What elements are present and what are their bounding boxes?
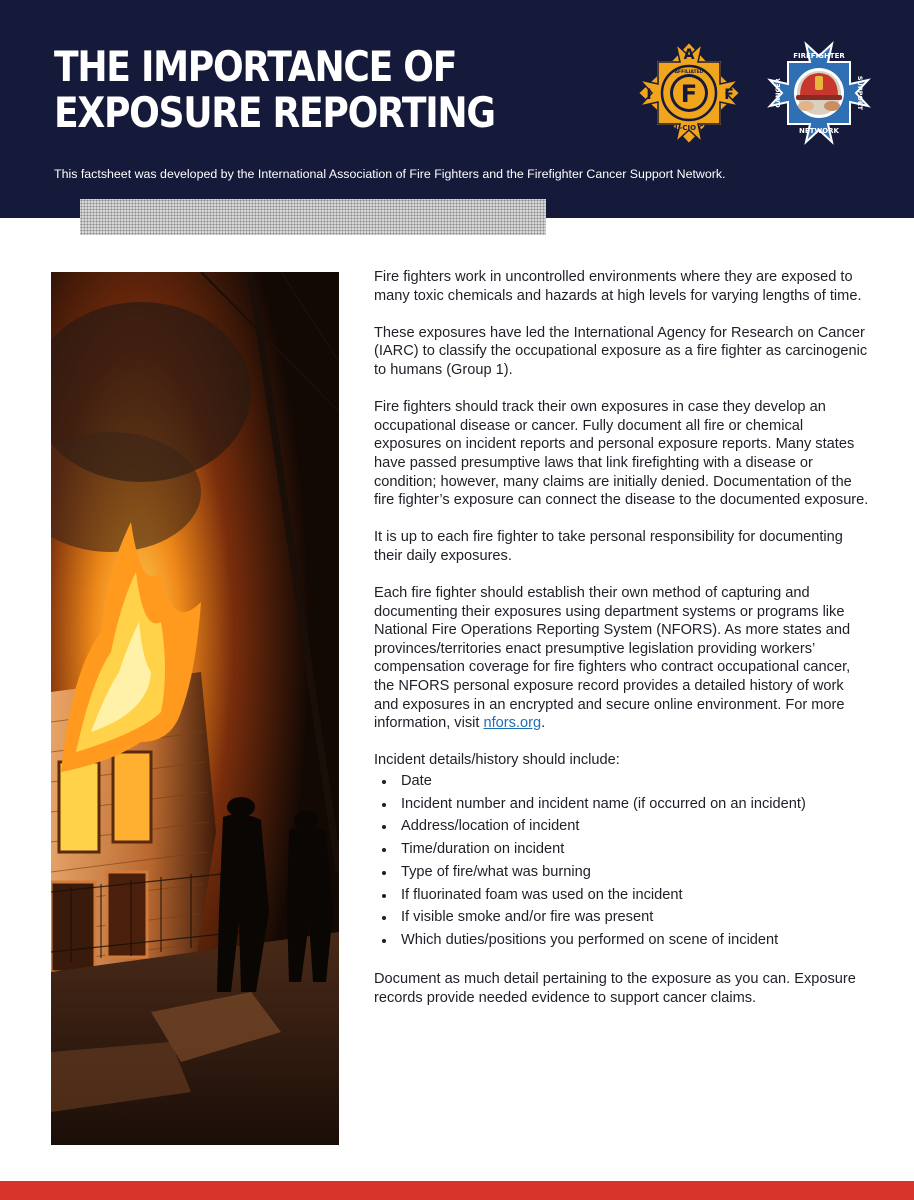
nfors-text: Each fire fighter should establish their own method of capturing and documenting their exposures using department systems or programs like National Fire Operations Reporting System (NFORS). As more states and provinces/territories enact presumptive legislation providing workers’ compensation coverage for fire fighters who contract occupational cancer, the NFORS personal exposure record provides a detailed history of work and exposures in an encrypted and secure online environment. For more information, visit: [374, 585, 851, 732]
title-line-1: THE IMPORTANCE OF: [54, 42, 457, 91]
list-item: Type of fire/what was burning: [374, 861, 870, 884]
fcsn-ring-bottom: NETWORK: [799, 127, 839, 135]
iaff-left-letter: I: [646, 87, 652, 103]
list-heading: Incident details/history should include:: [374, 752, 620, 769]
iaff-logo: [636, 40, 742, 146]
header-banner: [0, 0, 914, 218]
iaff-top-letter: A: [683, 47, 695, 63]
paragraph-nfors: [374, 584, 870, 733]
paragraph-closing: Document as much detail pertaining to the exposure as you can. Exposure records provide needed evidence to support cancer claims.: [374, 971, 856, 1006]
iaff-right-letter: F: [724, 87, 734, 103]
paragraph-iarc: These exposures have led the International Agency for Research on Cancer (IARC) to classify the occupational exposure as a fire fighter as carcinogenic to humans (Group 1).: [374, 324, 868, 378]
list-item: Incident number and incident name (if occurred on an incident): [374, 793, 870, 816]
page-subtitle: This factsheet was developed by the International Association of Fire Fighters and the Firefighter Cancer Support Network.: [54, 167, 726, 181]
list-item: Time/duration on incident: [374, 838, 870, 861]
title-line-2: EXPOSURE REPORTING: [54, 88, 495, 137]
paragraph-tracking: Fire fighters should track their own exposures in case they develop an occupational disease or cancer. Fully document all fire or chemical exposures on incident reports and personal exposure reports. Many states have passed presumptive laws that link firefighting with a disease or condition; however, many claims are initially denied. Documentation of the fire fighter’s exposure can connect the disease to the documented exposure.: [374, 399, 869, 509]
footer-bar: [0, 1181, 914, 1200]
incident-details-list: [374, 770, 870, 952]
fcsn-ring-left: CANCER: [774, 78, 782, 108]
fcsn-logo: [766, 40, 872, 146]
paragraph-intro: Fire fighters work in uncontrolled environments where they are exposed to many toxic chemicals and hazards at high levels for varying lengths of time.: [374, 269, 862, 304]
list-item: Address/location of incident: [374, 815, 870, 838]
halftone-strip: [80, 199, 546, 235]
fire-scene-photo: [51, 272, 339, 1145]
list-item: If fluorinated foam was used on the incident: [374, 884, 870, 907]
fcsn-ring-right: SUPPORT: [856, 75, 864, 111]
nfors-period: .: [541, 715, 546, 732]
list-item: If visible smoke and/or fire was present: [374, 906, 870, 929]
iaff-center-letter: F: [680, 80, 698, 108]
list-item: Which duties/positions you performed on scene of incident: [374, 929, 870, 952]
fcsn-maltese-cross-icon: [766, 40, 872, 146]
iaff-ring-top: AFFILIATED: [674, 70, 704, 75]
paragraph-responsibility: It is up to each fire fighter to take personal responsibility for documenting their daily exposures.: [374, 529, 843, 564]
iaff-maltese-cross-icon: [636, 40, 742, 146]
list-item: Date: [374, 770, 870, 793]
nfors-link[interactable]: nfors.org: [483, 715, 542, 732]
body-text: [374, 268, 870, 1026]
fcsn-ring-top: FIREFIGHTER: [793, 52, 845, 60]
house-fire-illustration: [51, 272, 339, 1145]
iaff-ring-bottom: AFL-CIO CLC: [664, 124, 714, 132]
page-title: [54, 44, 501, 136]
